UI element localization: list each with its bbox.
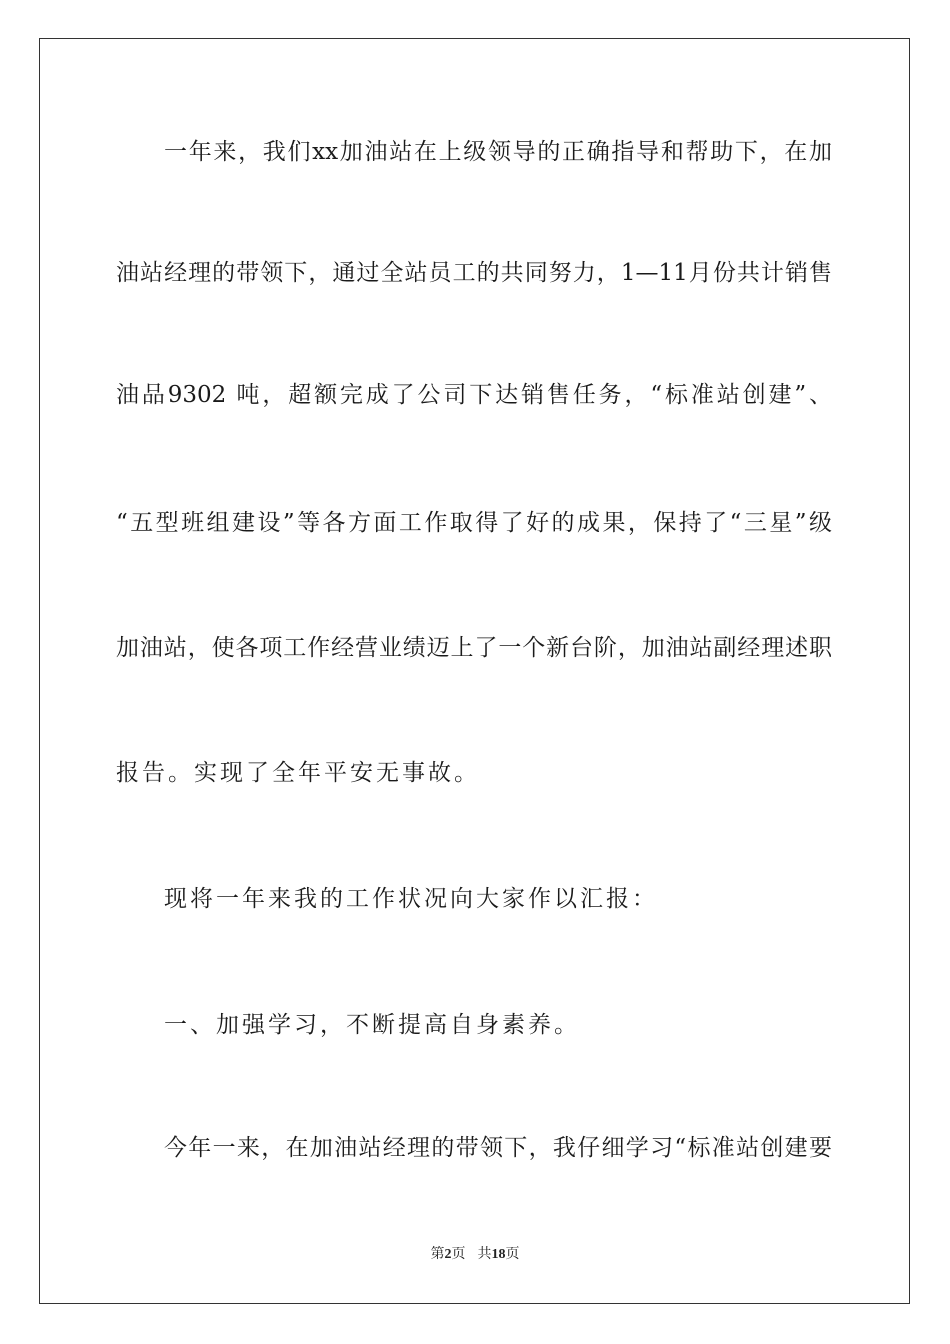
paragraph-1-line-4: “五型班组建设”等各方面工作取得了好的成果，保持了“三星”级 bbox=[116, 510, 832, 536]
paragraph-1-line-3: 油品9302 吨，超额完成了公司下达销售任务，“标准站创建”、 bbox=[116, 382, 832, 408]
page-total-count: 18 bbox=[491, 1247, 506, 1262]
page-number-prefix: 第 bbox=[430, 1247, 445, 1262]
paragraph-2: 现将一年来我的工作状况向大家作以汇报： bbox=[164, 886, 658, 912]
paragraph-1-line-2: 油站经理的带领下，通过全站员工的共同努力，1—11月份共计销售 bbox=[116, 260, 832, 286]
section-heading-1: 一、加强学习，不断提高自身素养。 bbox=[164, 1012, 580, 1038]
page-total-prefix: 共 bbox=[477, 1247, 492, 1262]
paragraph-1-line-5: 加油站，使各项工作经营业绩迈上了一个新台阶，加油站副经理述职 bbox=[116, 635, 832, 661]
page-number-current: 2 bbox=[444, 1247, 452, 1262]
page-number-suffix: 页 bbox=[451, 1247, 466, 1262]
paragraph-3-line-1: 今年一来，在加油站经理的带领下，我仔细学习“标准站创建要 bbox=[164, 1135, 832, 1161]
page-total-suffix: 页 bbox=[505, 1247, 520, 1262]
paragraph-1-line-1: 一年来，我们xx加油站在上级领导的正确指导和帮助下，在加 bbox=[164, 139, 832, 165]
page-footer bbox=[0, 1246, 950, 1264]
paragraph-1-line-6: 报告。实现了全年平安无事故。 bbox=[116, 760, 480, 786]
page-border bbox=[39, 38, 910, 1304]
